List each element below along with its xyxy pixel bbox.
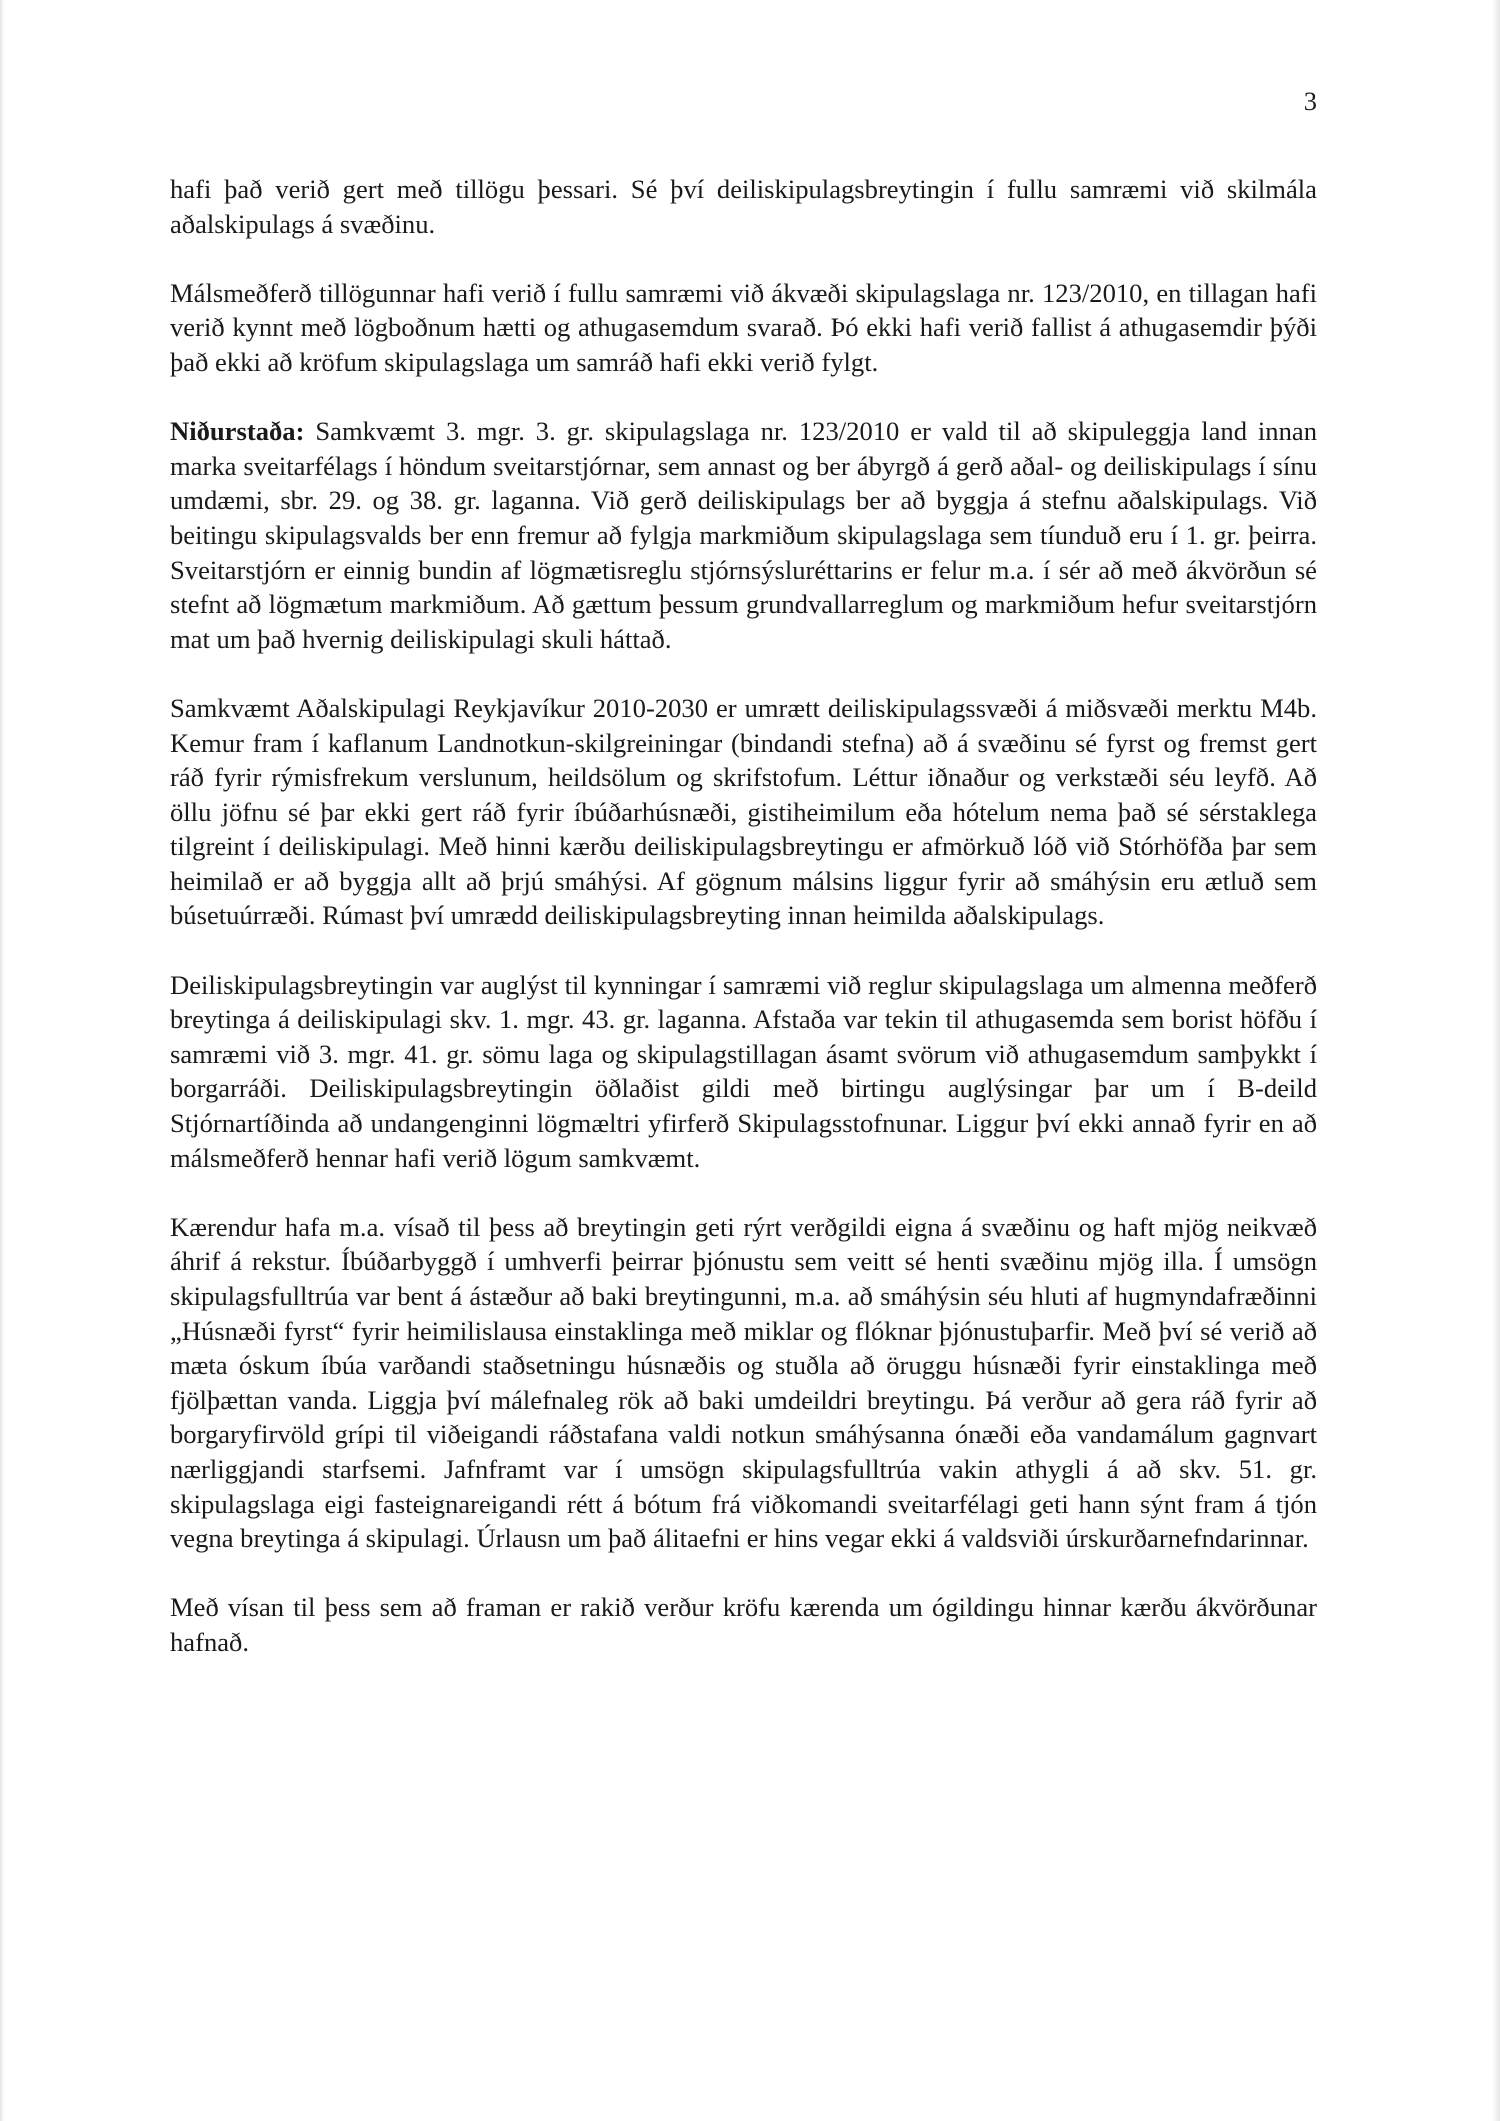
- paragraph-5: [170, 968, 1317, 1176]
- paragraph-conclusion: [170, 414, 1317, 656]
- paragraph-6: [170, 1210, 1317, 1556]
- paragraph-text: Deiliskipulagsbreytingin var auglýst til kynningar í samræmi við reglur skipulagslaga um almenna meðferð breytinga á deiliskipulagi skv. 1. mgr. 43. gr. laganna. Afstaða var tekin til athugasemda sem borist höfðu í samræmi við 3. mgr. 41. gr. sömu laga og skipulagstillagan ásamt svörum við athugasemdum samþykkt í borgarráði. Deiliskipulagsbreytingin öðlaðist gildi með birtingu auglýsingar þar um í B-deild Stjórnartíðinda að undangenginni lögmæltri yfirferð Skipulagsstofnunar. Liggur því ekki annað fyrir en að málsmeðferð hennar hafi verið lögum samkvæmt.: [170, 969, 1317, 1173]
- paragraph-text: Samkvæmt 3. mgr. 3. gr. skipulagslaga nr. 123/2010 er vald til að skipuleggja land innan marka sveitarfélags í höndum sveitarstjórnar, sem annast og ber ábyrgð á gerð aðal- og deiliskipulags í sínu umdæmi, sbr. 29. og 38. gr. laganna. Við gerð deiliskipulags ber að byggja á stefnu aðalskipulags. Við beitingu skipulagsvalds ber enn fremur að fylgja markmiðum skipulagslaga sem tíunduð eru í 1. gr. þeirra. Sveitarstjórn er einnig bundin af lögmætisreglu stjórnsýsluréttarins er felur m.a. í sér að með ákvörðun sé stefnt að lögmætum markmiðum. Að gættum þessum grundvallarreglum og markmiðum hefur sveitarstjórn mat um það hvernig deiliskipulagi skuli háttað.: [170, 416, 1317, 654]
- paragraph-1: [170, 172, 1317, 241]
- paragraph-ruling: [170, 1590, 1317, 1659]
- paragraph-4: [170, 691, 1317, 933]
- page-edge-left: [0, 0, 4, 2121]
- paragraph-2: [170, 276, 1317, 380]
- document-body: [170, 172, 1317, 1660]
- conclusion-heading: Niðurstaða:: [170, 416, 305, 447]
- page-number: 3: [1303, 86, 1317, 116]
- paragraph-text: Samkvæmt Aðalskipulagi Reykjavíkur 2010-2030 er umrætt deiliskipulagssvæði á miðsvæði merktu M4b. Kemur fram í kaflanum Landnotkun-skilgreiningar (bindandi stefna) að á svæðinu sé fyrst og fremst gert ráð fyrir rýmisfrekum verslunum, heildsölum og skrifstofum. Léttur iðnaður og verkstæði séu leyfð. Að öllu jöfnu sé þar ekki gert ráð fyrir íbúðarhúsnæði, gistiheimilum eða hótelum nema það sé sérstaklega tilgreint í deiliskipulagi. Með hinni kærðu deiliskipulagsbreytingu er afmörkuð lóð við Stórhöfða þar sem heimilað er að byggja allt að þrjú smáhýsi. Af gögnum málsins liggur fyrir að smáhýsin eru ætluð sem búsetuúrræði. Rúmast því umrædd deiliskipulagsbreyting innan heimilda aðalskipulags.: [170, 692, 1317, 931]
- paragraph-text: hafi það verið gert með tillögu þessari. Sé því deiliskipulagsbreytingin í fullu samræmi við skilmála aðalskipulags á svæðinu.: [170, 174, 1317, 239]
- paragraph-text: Kærendur hafa m.a. vísað til þess að breytingin geti rýrt verðgildi eigna á svæðinu og haft mjög neikvæð áhrif á rekstur. Íbúðarbyggð í umhverfi þeirrar þjónustu sem veitt sé henti svæðinu mjög illa. Í umsögn skipulagsfulltrúa var bent á ástæður að baki breytingunni, m.a. að smáhýsin séu hluti af hugmyndafræðinni „Húsnæði fyrst“ fyrir heimilislausa einstaklinga með miklar og flóknar þjónustuþarfir. Með því sé verið að mæta óskum íbúa varðandi staðsetningu húsnæðis og stuðla að öruggu húsnæði fyrir einstaklinga með fjölþættan vanda. Liggja því málefnaleg rök að baki umdeildri breytingu. Þá verður að gera ráð fyrir að borgaryfirvöld grípi til viðeigandi ráðstafana valdi notkun smáhýsanna ónæði eða vandamálum gagnvart nærliggjandi starfsemi. Jafnframt var í umsögn skipulagsfulltrúa vakin athygli á að skv. 51. gr. skipulagslaga eigi fasteignareigandi rétt á bótum frá viðkomandi sveitarfélagi geti hann sýnt fram á tjón vegna breytinga á skipulagi. Úrlausn um það álitaefni er hins vegar ekki á valdsviði úrskurðarnefndarinnar.: [170, 1211, 1317, 1554]
- paragraph-text: Málsmeðferð tillögunnar hafi verið í fullu samræmi við ákvæði skipulagslaga nr. 123/2010, en tillagan hafi verið kynnt með lögboðnum hætti og athugasemdum svarað. Þó ekki hafi verið fallist á athugasemdir þýði það ekki að kröfum skipulagslaga um samráð hafi ekki verið fylgt.: [170, 277, 1317, 377]
- page-edge-right: [1492, 0, 1500, 2121]
- paragraph-text: Með vísan til þess sem að framan er rakið verður kröfu kærenda um ógildingu hinnar kærðu ákvörðunar hafnað.: [170, 1592, 1317, 1657]
